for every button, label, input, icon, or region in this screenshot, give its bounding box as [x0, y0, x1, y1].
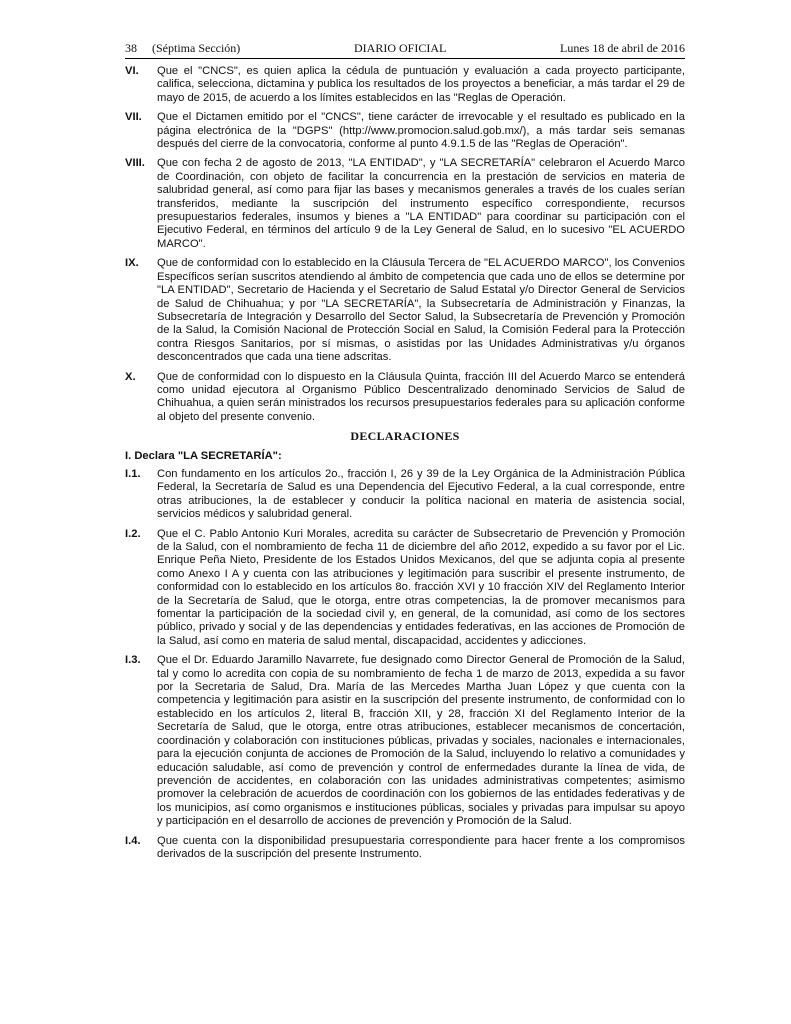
page-number: 38 [125, 41, 137, 55]
declaracion-item [125, 835, 685, 862]
declaracion-item [125, 468, 685, 522]
item-number: I.2. [125, 527, 141, 540]
item-text: Que de conformidad con lo establecido en la Cláusula Tercera de "EL ACUERDO MARCO", los Convenios Específicos serían suscritos atendiendo al ámbito de competencia que cada uno de ellos se determine por "LA ENTIDAD", Secretario de Hacienda y el Secretario de Salud Estatal y/o Director General de Servicios de Salud de Chihuahua; y por "LA SECRETARÍA", la Subsecretaría de Administración y Finanzas, la Subsecretaría de Integración y Desarrollo del Sector Salud, la Subsecretaría de Prevención y Promoción de la Salud, la Comisión Nacional de Protección Social en Salud, la Comisión Federal para la Protección contra Riesgos Sanitarios, por sí mismas, o asistidas por las Unidades Administrativas y/u órganos desconcentrados que cada una tiene adscritas. [157, 257, 685, 364]
declara-heading: I. Declara "LA SECRETARÍA": [125, 449, 282, 462]
document-body [125, 65, 685, 861]
declaracion-item [125, 528, 685, 649]
page-header [125, 41, 685, 59]
item-number: VIII. [125, 157, 145, 170]
antecedente-item [125, 65, 685, 105]
item-number: I.3. [125, 654, 141, 667]
item-number: VII. [125, 111, 142, 124]
item-text: Que con fecha 2 de agosto de 2013, "LA ENTIDAD", y "LA SECRETARÍA" celebraron el Acuerdo Marco de Coordinación, con objeto de facilitar la concurrencia en la prestación de servicios en materia de salubridad general, así como para fijar las bases y mecanismos generales a través de los cuales serían transferidos, mediante la suscripción del instrumento específico correspondiente, recursos presupuestarios federales, insumos y bienes a "LA ENTIDAD" para coordinar su participación con el Ejecutivo Federal, en términos del artículo 9 de la Ley General de Salud, en lo sucesivo "EL ACUERDO MARCO". [157, 157, 685, 250]
item-text: Con fundamento en los artículos 2o., fracción I, 26 y 39 de la Ley Orgánica de la Administración Pública Federal, la Secretaría de Salud es una Dependencia del Ejecutivo Federal, a la cual corresponde, entre otras atribuciones, la de establecer y conducir la política nacional en materia de asistencia social, servicios médicos y salubridad general. [157, 467, 685, 521]
item-number: IX. [125, 257, 139, 270]
antecedente-item [125, 257, 685, 364]
header-left [125, 41, 240, 55]
declaracion-item [125, 654, 685, 828]
publication-date: Lunes 18 de abril de 2016 [560, 41, 685, 55]
item-number: I.1. [125, 467, 141, 480]
item-text: Que el Dr. Eduardo Jaramillo Navarrete, fue designado como Director General de Promoción de la Salud, tal y como lo acredita con copia de su nombramiento de fecha 1 de marzo de 2013, expedida a su favor por la Secretaria de Salud, Dra. María de las Mercedes Martha Juan López y que cuenta con la competencia y legitimación para asistir en la suscripción del presente instrumento, de conformidad con lo establecido en los artículos 2, literal B, fracción XII, y 28, fracción XI del Reglamento Interior de la Secretaría de Salud, que le otorga, entre otras atribuciones, establecer mecanismos de concertación, coordinación y colaboración con instituciones públicas, privadas y sociales, nacionales e internacionales, para la ejecución conjunta de acciones de Promoción de la Salud, incluyendo lo relativo a comunidades y educación saludable, así como de prevención y control de enfermedades durante la línea de vida, de prevención de accidentes, en colaboración con las unidades administrativas competentes; asimismo promover la celebración de acuerdos de coordinación con los gobiernos de las entidades federativas y de los municipios, así como organismos e instituciones públicas, sociales y privadas para impulsar su apoyo y participación en el desarrollo de acciones de prevención y Promoción de la Salud. [157, 654, 685, 828]
document-page [125, 41, 685, 867]
item-text: Que cuenta con la disponibilidad presupuestaria correspondiente para hacer frente a los compromisos derivados de la suscripción del presente Instrumento. [157, 834, 685, 860]
section-label: (Séptima Sección) [152, 41, 241, 55]
antecedente-item [125, 111, 685, 151]
section-title: DECLARACIONES [350, 429, 460, 444]
item-number: X. [125, 370, 136, 383]
item-text: Que de conformidad con lo dispuesto en la Cláusula Quinta, fracción III del Acuerdo Marco se entenderá como unidad ejecutora al Organismo Público Descentralizado denominado Servicios de Salud de Chihuahua, a quien serán ministrados los recursos presupuestarios federales para su aplicación conforme al objeto del presente convenio. [157, 370, 685, 423]
item-text: Que el C. Pablo Antonio Kuri Morales, acredita su carácter de Subsecretario de Prevención y Promoción de la Salud, con el nombramiento de fecha 11 de diciembre del año 2012, expedido a su favor por el Lic. Enrique Peña Nieto, Presidente de los Estados Unidos Mexicanos, del que se adjunta copia al presente como Anexo I A y cuenta con las atribuciones y legitimación para suscribir el presente instrumento, de conformidad con lo establecido en los artículos 8o. fracción XVI y 10 fracción XIV del Reglamento Interior de la Secretaría de Salud, que le otorga, entre otras competencias, la de promover mecanismos para fomentar la participación de la sociedad civil y, en general, de la comunidad, así como de los sectores público, privado y social y de las dependencias y entidades federativas, en las acciones de Promoción de la Salud, así como en materia de salud mental, discapacidad, accidentes y adicciones. [157, 527, 685, 647]
antecedente-item [125, 157, 685, 251]
publication-name: DIARIO OFICIAL [354, 41, 447, 55]
item-text: Que el "CNCS", es quien aplica la cédula de puntuación y evaluación a cada proyecto participante, califica, selecciona, dictamina y publica los resultados de los proyectos a beneficiar, a más tardar el 29 de mayo de 2015, de acuerdo a los límites establecidos en las "Reglas de Operación. [157, 65, 685, 104]
antecedente-item [125, 371, 685, 425]
item-number: I.4. [125, 834, 141, 847]
item-text: Que el Dictamen emitido por el "CNCS", tiene carácter de irrevocable y el resultado es publicado en la página electrónica de la "DGPS" (http://www.promocion.salud.gob.mx/), a más tardar seis semanas después del cierre de la convocatoria, conforme al punto 4.9.1.5 de las "Reglas de Operación". [157, 111, 685, 151]
item-number: VI. [125, 65, 139, 77]
